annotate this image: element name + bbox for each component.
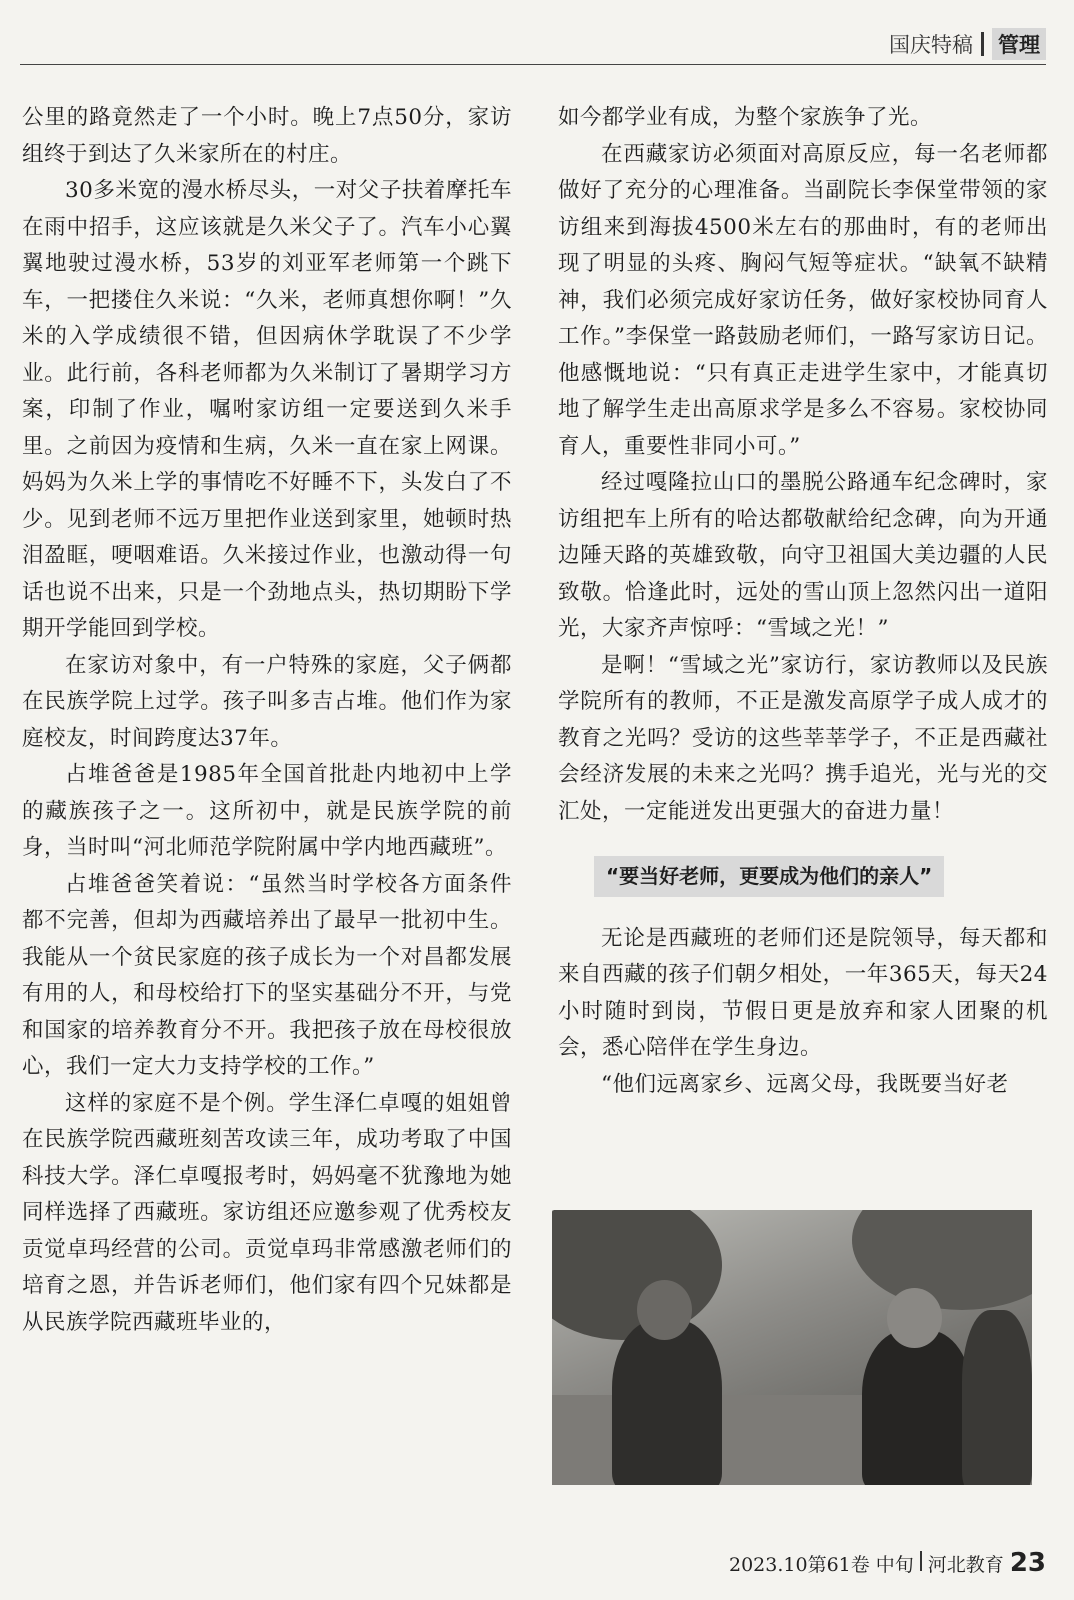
paragraph: 占堆爸爸是1985年全国首批赴内地初中上学的藏族孩子之一。这所初中，就是民族学院的前身，当时叫“河北师范学院附属中学内地西藏班”。 bbox=[22, 762, 512, 860]
footer-divider bbox=[920, 1551, 922, 1571]
photo-person bbox=[612, 1320, 722, 1485]
photo-tree bbox=[552, 1210, 722, 1340]
page-footer bbox=[729, 1548, 1046, 1578]
section-tag: 管理 bbox=[992, 28, 1046, 60]
photo-tree bbox=[852, 1210, 1032, 1310]
paragraph: 在家访对象中，有一户特殊的家庭，父子俩都在民族学院上过学。孩子叫多吉占堆。他们作为家庭校友，时间跨度达37年。 bbox=[22, 652, 512, 751]
photo-person bbox=[862, 1330, 972, 1485]
header-right bbox=[889, 28, 1046, 60]
paragraph: 30多米宽的漫水桥尽头，一对父子扶着摩托车在雨中招手，这应该就是久米父子了。汽车小心翼翼地驶过漫水桥，53岁的刘亚军老师第一个跳下车，一把搂住久米说：“久米，老师真想你啊！”久米的入学成绩很不错，但因病休学耽误了不少学业。此行前，各科老师都为久米制订了暑期学习方案，印制了作业，嘱咐家访组一定要送到久米手里。之前因为疫情和生病，久米一直在家上网课。妈妈为久米上学的事情吃不好睡不下，头发白了不少。见到老师不远万里把作业送到家里，她顿时热泪盈眶，哽咽难语。久米接过作业，也激动得一句话也说不出来，只是一个劲地点头，热切期盼下学期开学能回到学校。 bbox=[22, 178, 512, 641]
article-photo bbox=[552, 1210, 1032, 1485]
page-number: 23 bbox=[1009, 1548, 1046, 1578]
page-header bbox=[20, 22, 1046, 65]
issue-info: 2023.10第61卷 中旬 bbox=[729, 1554, 914, 1576]
right-column bbox=[558, 100, 1048, 1103]
magazine-name: 河北教育 bbox=[927, 1554, 1004, 1576]
paragraph: 这样的家庭不是个例。学生泽仁卓嘎的姐姐曾在民族学院西藏班刻苦攻读三年，成功考取了中国科技大学。泽仁卓嘎报考时，妈妈毫不犹豫地为她同样选择了西藏班。家访组还应邀参观了优秀校友贡觉卓玛经营的公司。贡觉卓玛非常感激老师们的培育之恩，并告诉老师们，他们家有四个兄妹都是从民族学院西藏班毕业的， bbox=[22, 1090, 512, 1335]
paragraph: 占堆爸爸笑着说：“虽然当时学校各方面条件都不完善，但却为西藏培养出了最早一批初中生。我能从一个贫民家庭的孩子成长为一个对昌都发展有用的人，和母校给打下的坚实基础分不开，与党和国家的培养教育分不开。我把孩子放在母校很放心，我们一定大力支持学校的工作。” bbox=[22, 871, 512, 1079]
header-label: 国庆特稿 bbox=[889, 33, 973, 57]
paragraph: 在西藏家访必须面对高原反应，每一名老师都做好了充分的心理准备。当副院长李保堂带领的家访组来到海拔4500米左右的那曲时，有的老师出现了明显的头疼、胸闷气短等症状。“缺氧不缺精神，我们必须完成好家访任务，做好家校协同育人工作。”李保堂一路鼓励老师们，一路写家访日记。他感慨地说：“只有真正走进学生家中，才能真切地了解学生走出高原求学是多么不容易。家校协同育人，重要性非同小可。” bbox=[558, 141, 1048, 459]
photo-person-head bbox=[887, 1288, 942, 1348]
paragraph: 公里的路竟然走了一个小时。晚上7点50分，家访组终于到达了久米家所在的村庄。 bbox=[22, 105, 512, 167]
paragraph: 如今都学业有成，为整个家族争了光。 bbox=[558, 105, 933, 130]
paragraph: 无论是西藏班的老师们还是院领导，每天都和来自西藏的孩子们朝夕相处，一年365天，每天24小时随时到岗，节假日更是放弃和家人团聚的机会，悉心陪伴在学生身边。 bbox=[558, 925, 1048, 1060]
section-subheading: “要当好老师，更要成为他们的亲人” bbox=[594, 856, 944, 897]
paragraph: 经过嘎隆拉山口的墨脱公路通车纪念碑时，家访组把车上所有的哈达都敬献给纪念碑，向为开通边陲天路的英雄致敬，向守卫祖国大美边疆的人民致敬。恰逢此时，远处的雪山顶上忽然闪出一道阳光，大家齐声惊呼：“雪域之光！” bbox=[558, 470, 1048, 641]
photo-person bbox=[962, 1310, 1032, 1485]
header-divider bbox=[981, 32, 984, 56]
photo-person-head bbox=[637, 1280, 692, 1340]
left-column bbox=[22, 100, 512, 1341]
paragraph: 是啊！“雪域之光”家访行，家访教师以及民族学院所有的教师，不正是激发高原学子成人成才的教育之光吗？受访的这些莘莘学子，不正是西藏社会经济发展的未来之光吗？携手追光，光与光的交汇处，一定能迸发出更强大的奋进力量！ bbox=[558, 652, 1048, 824]
paragraph: “他们远离家乡、远离父母，我既要当好老 bbox=[601, 1071, 1009, 1097]
